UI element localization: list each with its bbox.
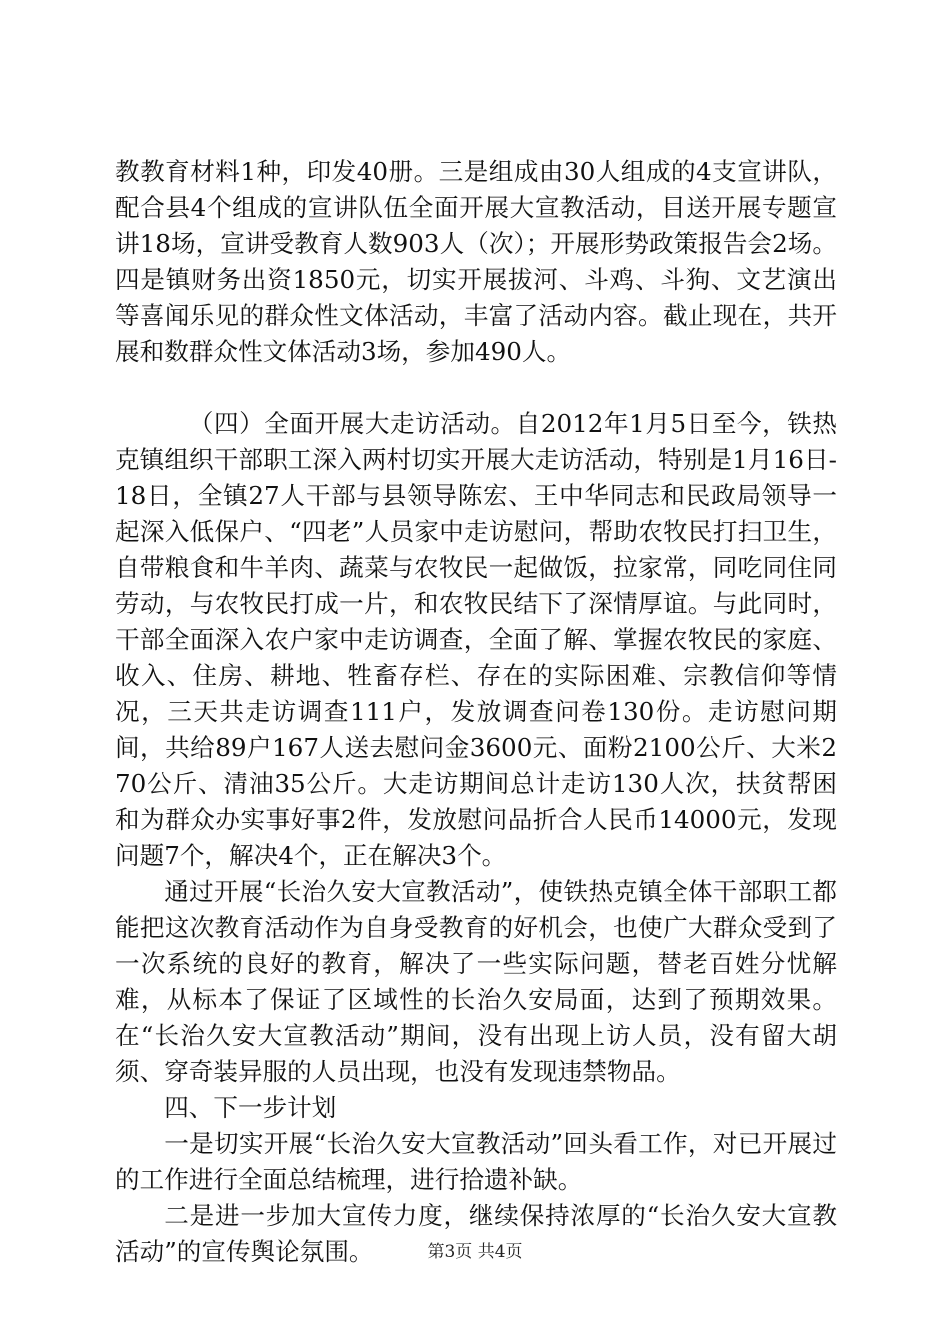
paragraph-plan-two: 二是进一步加大宣传力度，继续保持浓厚的“长治久安大宣教活动”的宣传舆论氛围。 — [115, 1201, 837, 1266]
paragraph-visit-activities: （四）全面开展大走访活动。自2012年1月5日至今，铁热克镇组织干部职工深入两村切实开展大走访活动，特别是1月16日-18日，全镇27人干部与县领导陈宏、王中华同志和民政局领导一起深入低保户、“四老”人员家中走访慰问，帮助农牧民打扫卫生，自带粮食和牛羊肉、蔬菜与农牧民一起做饭，拉家常，同吃同住同劳动，与农牧民打成一片，和农牧民结下了深情厚谊。与此同时，干部全面深入农户家中走访调查，全面了解、掌握农牧民的家庭、收入、住房、耕地、牲畜存栏、存在的实际困难、宗教信仰等情况，三天共走访调查111户，发放调查问卷130份。走访慰问期间，共给89户167人送去慰问金3600元、面粉2100公斤、大米270公斤、清油35公斤。大走访期间总计走访130人次，扶贫帮困和为群众办实事好事2件，发放慰问品折合人民币14000元，发现问题7个，解决4个，正在解决3个。 — [115, 409, 837, 870]
paragraph-plan-one: 一是切实开展“长治久安大宣教活动”回头看工作，对已开展过的工作进行全面总结梳理，进行拾遗补缺。 — [115, 1129, 837, 1194]
document-body — [115, 154, 837, 1270]
paragraph-summary: 通过开展“长治久安大宣教活动”，使铁热克镇全体干部职工都能把这次教育活动作为自身受教育的好机会，也使广大群众受到了一次系统的良好的教育，解决了一些实际问题，替老百姓分忧解难，从标本了保证了区域性的长治久安局面，达到了预期效果。在“长治久安大宣教活动”期间，没有出现上访人员，没有留大胡须、穿奇装异服的人员出现，也没有发现违禁物品。 — [115, 877, 837, 1086]
page-number-footer: 第3页 共4页 — [427, 1242, 523, 1262]
section-heading-next-plan: 四、下一步计划 — [164, 1093, 337, 1122]
paragraph-activities-continued: 教教育材料1种，印发40册。三是组成由30人组成的4支宣讲队，配合县4个组成的宣讲队伍全面开展大宣教活动，目送开展专题宣讲18场，宣讲受教育人数903人（次）；开展形势政策报告会2场。四是镇财务出资1850元，切实开展拔河、斗鸡、斗狗、文艺演出等喜闻乐见的群众性文体活动，丰富了活动内容。截止现在，共开展和数群众性文体活动3场，参加490人。 — [115, 157, 837, 366]
